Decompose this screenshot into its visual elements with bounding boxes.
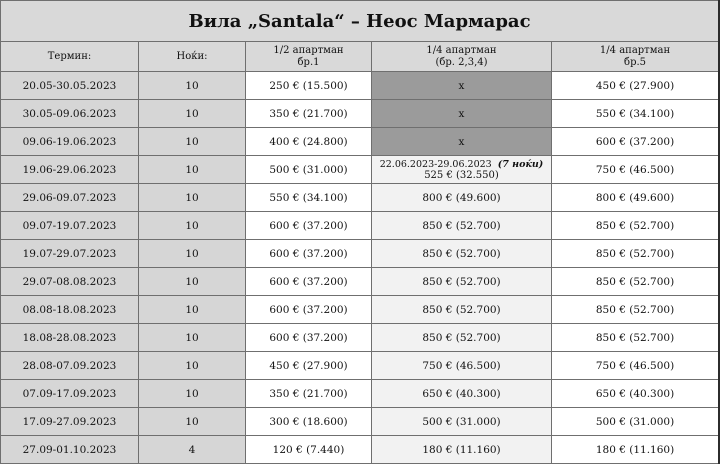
header-apt234-line2: (бр. 2,3,4): [435, 56, 488, 68]
cell-nights: 10: [139, 128, 246, 156]
table-row: [1, 352, 719, 380]
cell-term: 28.08-07.09.2023: [1, 352, 139, 380]
table-row: [1, 156, 719, 184]
cell-nights: 10: [139, 72, 246, 100]
cell-nights: 10: [139, 240, 246, 268]
cell-term: 27.09-01.10.2023: [1, 436, 139, 464]
cell-apt5: 450 € (27.900): [552, 72, 719, 100]
header-apt1: [246, 42, 372, 72]
cell-apt1: 600 € (37.200): [246, 324, 372, 352]
cell-term: 08.08-18.08.2023: [1, 296, 139, 324]
header-row: [1, 42, 719, 72]
special-price: 525 € (32.550): [424, 169, 499, 181]
cell-nights: 10: [139, 268, 246, 296]
cell-apt234-special: [372, 156, 552, 184]
header-apt5: [552, 42, 719, 72]
table-row: [1, 408, 719, 436]
cell-apt5: 850 € (52.700): [552, 212, 719, 240]
cell-nights: 10: [139, 380, 246, 408]
special-dates-line: [372, 159, 551, 170]
cell-term: 20.05-30.05.2023: [1, 72, 139, 100]
cell-term: 19.06-29.06.2023: [1, 156, 139, 184]
cell-apt1: 350 € (21.700): [246, 100, 372, 128]
cell-apt234: 850 € (52.700): [372, 268, 552, 296]
table-row: [1, 380, 719, 408]
cell-apt1: 600 € (37.200): [246, 212, 372, 240]
cell-apt234-unavailable: x: [372, 72, 552, 100]
table-row: [1, 72, 719, 100]
cell-nights: 10: [139, 352, 246, 380]
table-row: [1, 100, 719, 128]
cell-apt234: 850 € (52.700): [372, 296, 552, 324]
cell-apt5: 850 € (52.700): [552, 240, 719, 268]
cell-term: 29.06-09.07.2023: [1, 184, 139, 212]
cell-apt234: 800 € (49.600): [372, 184, 552, 212]
cell-apt1: 450 € (27.900): [246, 352, 372, 380]
cell-apt1: 400 € (24.800): [246, 128, 372, 156]
cell-apt5: 650 € (40.300): [552, 380, 719, 408]
cell-apt234: 650 € (40.300): [372, 380, 552, 408]
cell-apt234: 750 € (46.500): [372, 352, 552, 380]
table-title: Вила „Santala“ – Неос Мармарас: [1, 1, 719, 42]
table-row: [1, 212, 719, 240]
cell-apt5: 550 € (34.100): [552, 100, 719, 128]
cell-apt5: 500 € (31.000): [552, 408, 719, 436]
cell-nights: 4: [139, 436, 246, 464]
cell-nights: 10: [139, 324, 246, 352]
special-nights-note: (7 ноќи): [497, 158, 544, 170]
cell-nights: 10: [139, 156, 246, 184]
cell-nights: 10: [139, 408, 246, 436]
cell-nights: 10: [139, 296, 246, 324]
header-apt5-line2: бр.5: [624, 56, 647, 68]
header-apt1-line1: 1/2 апартман: [273, 44, 344, 56]
cell-nights: 10: [139, 212, 246, 240]
header-term: Термин:: [1, 42, 139, 72]
header-apt5-line1: 1/4 апартман: [599, 44, 671, 56]
cell-apt5: 850 € (52.700): [552, 324, 719, 352]
header-apt234-line1: 1/4 апартман: [426, 44, 497, 56]
cell-apt1: 300 € (18.600): [246, 408, 372, 436]
cell-apt234: 500 € (31.000): [372, 408, 552, 436]
cell-apt234: 850 € (52.700): [372, 212, 552, 240]
cell-nights: 10: [139, 100, 246, 128]
cell-apt5: 850 € (52.700): [552, 296, 719, 324]
special-dates: 22.06.2023-29.06.2023: [379, 158, 492, 170]
cell-apt5: 800 € (49.600): [552, 184, 719, 212]
header-apt234: [372, 42, 552, 72]
table-row: [1, 296, 719, 324]
table-row: [1, 184, 719, 212]
cell-apt234: 180 € (11.160): [372, 436, 552, 464]
cell-apt5: 180 € (11.160): [552, 436, 719, 464]
cell-term: 18.08-28.08.2023: [1, 324, 139, 352]
cell-term: 19.07-29.07.2023: [1, 240, 139, 268]
cell-apt1: 550 € (34.100): [246, 184, 372, 212]
cell-apt234: 850 € (52.700): [372, 324, 552, 352]
cell-apt1: 600 € (37.200): [246, 240, 372, 268]
cell-term: 30.05-09.06.2023: [1, 100, 139, 128]
cell-apt5: 750 € (46.500): [552, 156, 719, 184]
cell-term: 09.07-19.07.2023: [1, 212, 139, 240]
cell-term: 09.06-19.06.2023: [1, 128, 139, 156]
table-row: [1, 324, 719, 352]
cell-apt1: 600 € (37.200): [246, 296, 372, 324]
cell-apt234-unavailable: x: [372, 100, 552, 128]
header-apt1-line2: бр.1: [297, 56, 320, 68]
cell-term: 07.09-17.09.2023: [1, 380, 139, 408]
cell-term: 17.09-27.09.2023: [1, 408, 139, 436]
cell-apt234-unavailable: x: [372, 128, 552, 156]
cell-apt1: 250 € (15.500): [246, 72, 372, 100]
cell-term: 29.07-08.08.2023: [1, 268, 139, 296]
cell-apt1: 120 € (7.440): [246, 436, 372, 464]
cell-apt234: 850 € (52.700): [372, 240, 552, 268]
header-nights: Ноќи:: [139, 42, 246, 72]
table-row: [1, 268, 719, 296]
cell-apt5: 850 € (52.700): [552, 268, 719, 296]
cell-apt5: 600 € (37.200): [552, 128, 719, 156]
table-row: [1, 128, 719, 156]
cell-apt1: 350 € (21.700): [246, 380, 372, 408]
table-row: [1, 436, 719, 464]
cell-apt1: 500 € (31.000): [246, 156, 372, 184]
cell-nights: 10: [139, 184, 246, 212]
cell-apt5: 750 € (46.500): [552, 352, 719, 380]
cell-apt1: 600 € (37.200): [246, 268, 372, 296]
table-row: [1, 240, 719, 268]
